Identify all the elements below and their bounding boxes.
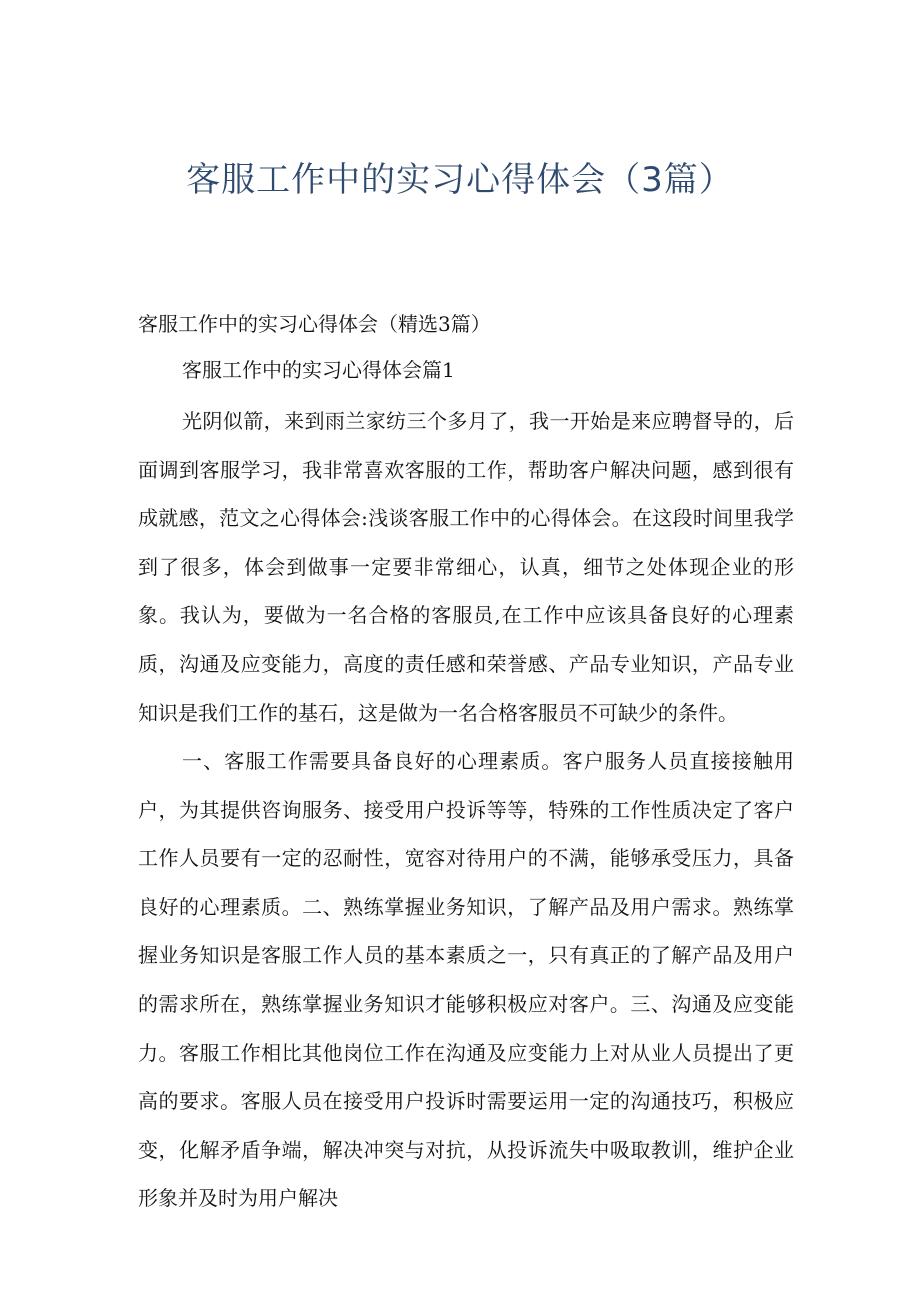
paragraph-1: 光阴似箭，来到雨兰家纺三个多月了，我一开始是来应聘督导的，后面调到客服学习，我非常喜欢客服的工作，帮助客户解决问题，感到很有成就感，范文之心得体会:浅谈客服工作中的心得体会。在这段时间里我学到了很多，体会到做事一定要非常细心，认真，细节之处体现企业的形象。我认为，要做为一名合格的客服员,在工作中应该具备良好的心理素质，沟通及应变能力，高度的责任感和荣誉感、产品专业知识，产品专业知识是我们工作的基石，这是做为一名合格客服员不可缺少的条件。 bbox=[138, 409, 794, 725]
document-subtitle: 客服工作中的实习心得体会（精选3篇） bbox=[138, 312, 491, 336]
section-heading: 客服工作中的实习心得体会篇1 bbox=[182, 358, 455, 382]
paragraph-2: 一、客服工作需要具备良好的心理素质。客户服务人员直接接触用户，为其提供咨询服务、接受用户投诉等等，特殊的工作性质决定了客户工作人员要有一定的忍耐性，宽容对待用户的不满，能够承受压力，具备良好的心理素质。二、熟练掌握业务知识，了解产品及用户需求。熟练掌握业务知识是客服工作人员的基本素质之一，只有真正的了解产品及用户的需求所在，熟练掌握业务知识才能够积极应对客户。三、沟通及应变能力。客服工作相比其他岗位工作在沟通及应变能力上对从业人员提出了更高的要求。客服人员在接受用户投诉时需要运用一定的沟通技巧，积极应变，化解矛盾争端，解决冲突与对抗，从投诉流失中吸取教训，维护企业形象并及时为用户解决 bbox=[138, 749, 794, 1211]
document-title: 客服工作中的实习心得体会（3篇） bbox=[186, 160, 734, 200]
